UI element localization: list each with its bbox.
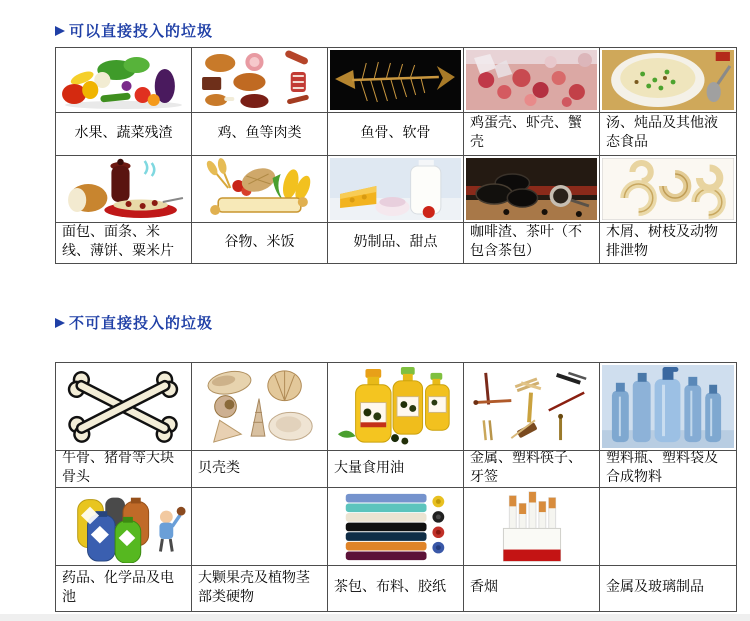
label-cell <box>56 113 192 156</box>
egg-shrimp-crab-shells-image <box>466 50 597 110</box>
fish-skeleton-image <box>330 50 461 110</box>
image-cell <box>192 363 328 451</box>
image-cell <box>328 48 464 113</box>
garbage-label: 金属、塑料筷子、牙签 <box>470 451 582 485</box>
table-allowed-garbage <box>55 47 737 264</box>
image-cell <box>328 363 464 451</box>
seashells-image <box>194 365 325 448</box>
garbage-label: 塑料瓶、塑料袋及合成物料 <box>606 451 718 485</box>
table-not-allowed-garbage <box>55 362 737 612</box>
label-cell <box>600 451 736 488</box>
section-heading-allowed <box>55 20 213 41</box>
bread-noodles-pancakes-image <box>58 158 189 220</box>
label-cell <box>328 566 464 611</box>
label-cell <box>192 451 328 488</box>
cooking-oil-bottles-image <box>330 365 461 448</box>
garbage-label: 大量食用油 <box>334 460 404 476</box>
label-cell <box>328 113 464 156</box>
folded-cloth-stack-image <box>330 490 461 563</box>
garbage-label: 金属及玻璃制品 <box>606 580 704 596</box>
image-cell <box>192 48 328 113</box>
label-cell <box>56 451 192 488</box>
label-cell <box>192 113 328 156</box>
label-cell <box>464 451 600 488</box>
garbage-label: 鸡蛋壳、虾壳、蟹壳 <box>470 116 582 150</box>
wood-shavings-image <box>602 158 734 220</box>
image-cell <box>56 363 192 451</box>
garbage-label: 茶包、布料、胶纸 <box>334 580 446 596</box>
garbage-label: 药品、化学品及电池 <box>62 570 174 605</box>
heading-text: 可以直接投入的垃圾 <box>69 24 214 40</box>
section-heading-not-allowed <box>55 312 213 333</box>
dairy-and-dessert-image <box>330 158 461 220</box>
empty-image-cell <box>192 488 328 566</box>
label-cell <box>600 113 736 156</box>
garbage-label: 鸡、鱼等肉类 <box>217 125 302 141</box>
garbage-label: 香烟 <box>470 580 498 596</box>
label-cell <box>464 566 600 611</box>
garbage-label: 汤、炖品及其他液态食品 <box>606 116 718 150</box>
garbage-label: 木屑、树枝及动物排泄物 <box>606 225 718 259</box>
garbage-label: 水果、蔬菜残渣 <box>74 125 173 141</box>
empty-image-cell <box>600 488 736 566</box>
page-bottom-edge <box>0 614 750 621</box>
image-cell <box>464 488 600 566</box>
label-cell <box>192 566 328 611</box>
heading-text: 不可直接投入的垃圾 <box>69 316 214 332</box>
image-cell <box>56 48 192 113</box>
image-cell <box>192 156 328 223</box>
arrowhead-right-icon <box>55 26 65 36</box>
label-cell <box>600 566 736 611</box>
image-cell <box>464 156 600 223</box>
image-cell <box>600 156 736 223</box>
image-cell <box>56 156 192 223</box>
label-cell <box>328 223 464 263</box>
garbage-label: 牛骨、猪骨等大块骨头 <box>62 451 174 485</box>
label-cell <box>328 451 464 488</box>
image-cell <box>464 363 600 451</box>
garbage-label: 谷物、米饭 <box>224 234 295 250</box>
label-cell <box>600 223 736 263</box>
image-cell <box>600 48 736 113</box>
cigarette-pack-image <box>466 490 597 563</box>
label-cell <box>56 566 192 611</box>
label-cell <box>56 223 192 263</box>
chicken-fish-meats-image <box>194 50 325 110</box>
label-cell <box>192 223 328 263</box>
garbage-label: 鱼骨、软骨 <box>360 125 431 141</box>
image-cell <box>464 48 600 113</box>
fruits-and-vegetables-image <box>58 50 189 110</box>
soup-stew-bowl-image <box>602 50 734 110</box>
coffee-grounds-tea-leaves-image <box>466 158 597 220</box>
chopsticks-and-toothpicks-image <box>466 365 597 448</box>
label-cell <box>464 223 600 263</box>
image-cell <box>56 488 192 566</box>
garbage-label: 咖啡渣、茶叶（不包含茶包） <box>470 225 582 259</box>
garbage-label: 贝壳类 <box>198 460 240 476</box>
garbage-label: 大颗果壳及植物茎部类硬物 <box>198 570 310 605</box>
large-animal-bones-image <box>58 365 189 448</box>
image-cell <box>600 363 736 451</box>
image-cell <box>328 156 464 223</box>
label-cell <box>464 113 600 156</box>
garbage-label: 面包、面条、米线、薄饼、粟米片 <box>62 225 174 259</box>
chemical-drums-batteries-image <box>58 490 189 563</box>
grains-rice-image <box>194 158 325 220</box>
plastic-bottles-image <box>602 365 734 448</box>
garbage-label: 奶制品、甜点 <box>353 234 438 250</box>
arrowhead-right-icon <box>55 318 65 328</box>
image-cell <box>328 488 464 566</box>
